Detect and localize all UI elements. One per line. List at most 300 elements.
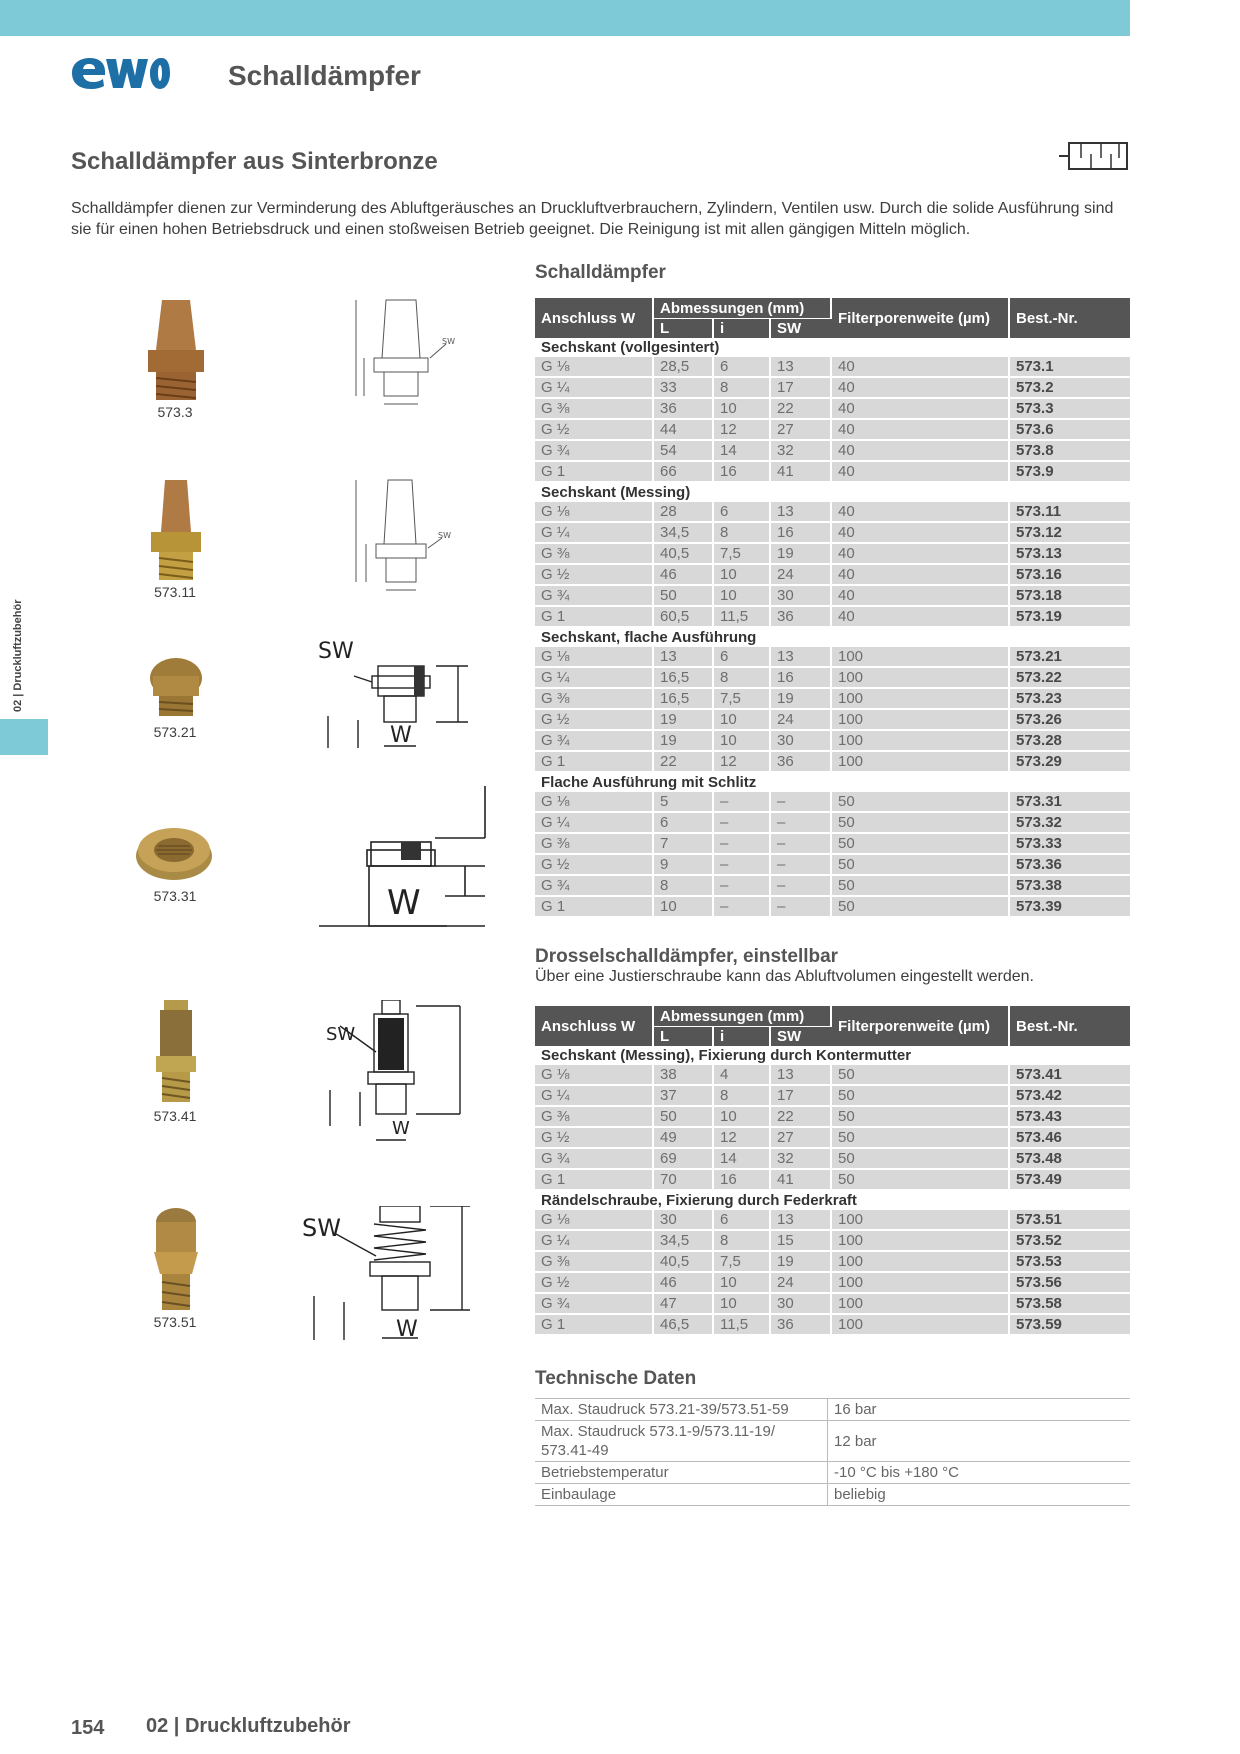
- cell-i: 7,5: [713, 543, 770, 564]
- tech-label: Einbaulage: [535, 1484, 828, 1506]
- drawing-573-41: [320, 1000, 480, 1150]
- footer-section: 02 | Druckluftzubehör: [146, 1715, 351, 1737]
- cell-best-nr: 573.2: [1009, 377, 1130, 398]
- col-anschluss: Anschluss W: [535, 298, 653, 338]
- cell-filter: 40: [831, 398, 1009, 419]
- product-photo-573-41: [150, 1000, 202, 1113]
- cell-anschluss: G ¾: [535, 1293, 653, 1314]
- cell-sw: 17: [770, 377, 831, 398]
- cell-sw: –: [770, 854, 831, 875]
- cell-anschluss: G ½: [535, 1127, 653, 1148]
- tech-label: Max. Staudruck 573.21-39/573.51-59: [535, 1399, 828, 1421]
- cell-filter: 40: [831, 606, 1009, 627]
- table-row: [535, 833, 1130, 854]
- cell-anschluss: G ½: [535, 419, 653, 440]
- cell-anschluss: G ¼: [535, 522, 653, 543]
- table-row: [535, 564, 1130, 585]
- cell-filter: 50: [831, 1169, 1009, 1190]
- cell-i: 10: [713, 709, 770, 730]
- cell-filter: 50: [831, 875, 1009, 896]
- cell-best-nr: 573.31: [1009, 792, 1130, 812]
- cell-best-nr: 573.28: [1009, 730, 1130, 751]
- cell-best-nr: 573.11: [1009, 502, 1130, 522]
- cell-anschluss: G ¾: [535, 1148, 653, 1169]
- group-row: [535, 1046, 1130, 1065]
- cell-i: 8: [713, 1085, 770, 1106]
- cell-sw: 13: [770, 502, 831, 522]
- table-row: [535, 854, 1130, 875]
- cell-l: 49: [653, 1127, 713, 1148]
- cell-sw: –: [770, 896, 831, 917]
- cell-best-nr: 573.1: [1009, 357, 1130, 377]
- cell-i: 10: [713, 398, 770, 419]
- cell-anschluss: G ½: [535, 854, 653, 875]
- cell-i: 14: [713, 1148, 770, 1169]
- cell-best-nr: 573.13: [1009, 543, 1130, 564]
- cell-l: 50: [653, 1106, 713, 1127]
- cell-sw: 27: [770, 419, 831, 440]
- cell-filter: 50: [831, 833, 1009, 854]
- cell-filter: 50: [831, 896, 1009, 917]
- cell-filter: 100: [831, 688, 1009, 709]
- cell-sw: 16: [770, 667, 831, 688]
- cell-i: 6: [713, 357, 770, 377]
- table-row: [535, 1314, 1130, 1335]
- cell-filter: 100: [831, 647, 1009, 667]
- tech-label: Max. Staudruck 573.1-9/573.11-19/ 573.41-49: [535, 1421, 828, 1462]
- cell-filter: 40: [831, 502, 1009, 522]
- cell-best-nr: 573.39: [1009, 896, 1130, 917]
- tech-value: 12 bar: [828, 1421, 1131, 1462]
- group-label: Sechskant (vollgesintert): [535, 338, 1130, 357]
- col-l: L: [653, 1027, 713, 1047]
- cell-l: 10: [653, 896, 713, 917]
- cell-i: 8: [713, 1230, 770, 1251]
- silencer-symbol-icon: [1059, 138, 1131, 179]
- table-row: [535, 1065, 1130, 1085]
- cell-i: 10: [713, 1293, 770, 1314]
- cell-l: 33: [653, 377, 713, 398]
- cell-sw: 13: [770, 1065, 831, 1085]
- cell-filter: 40: [831, 377, 1009, 398]
- cell-l: 22: [653, 751, 713, 772]
- cell-i: 8: [713, 667, 770, 688]
- cell-sw: 19: [770, 688, 831, 709]
- cell-anschluss: G ⅜: [535, 1251, 653, 1272]
- cell-anschluss: G ⅜: [535, 398, 653, 419]
- table2-note: Über eine Justierschraube kann das Abluftvolumen eingestellt werden.: [535, 968, 1034, 985]
- table-row: [535, 1169, 1130, 1190]
- cell-anschluss: G 1: [535, 1169, 653, 1190]
- cell-i: 8: [713, 377, 770, 398]
- cell-sw: 13: [770, 357, 831, 377]
- cell-i: –: [713, 792, 770, 812]
- cell-i: 14: [713, 440, 770, 461]
- cell-filter: 100: [831, 1272, 1009, 1293]
- table-row: [535, 606, 1130, 627]
- cell-best-nr: 573.51: [1009, 1210, 1130, 1230]
- cell-i: 10: [713, 585, 770, 606]
- svg-text:SW: SW: [318, 639, 354, 664]
- table-row: [535, 419, 1130, 440]
- cell-anschluss: G ¼: [535, 667, 653, 688]
- cell-i: 12: [713, 751, 770, 772]
- cell-best-nr: 573.46: [1009, 1127, 1130, 1148]
- cell-l: 5: [653, 792, 713, 812]
- cell-best-nr: 573.32: [1009, 812, 1130, 833]
- cell-filter: 40: [831, 522, 1009, 543]
- cell-l: 38: [653, 1065, 713, 1085]
- svg-text:W: W: [390, 723, 412, 748]
- cell-l: 28: [653, 502, 713, 522]
- cell-i: 10: [713, 1272, 770, 1293]
- product-label: 573.21: [153, 724, 197, 740]
- cell-filter: 40: [831, 564, 1009, 585]
- cell-filter: 40: [831, 357, 1009, 377]
- cell-best-nr: 573.49: [1009, 1169, 1130, 1190]
- cell-i: 8: [713, 522, 770, 543]
- drawing-573-11: [350, 476, 460, 606]
- product-photo-573-51: [146, 1208, 206, 1325]
- cell-sw: 41: [770, 1169, 831, 1190]
- cell-l: 28,5: [653, 357, 713, 377]
- cell-best-nr: 573.18: [1009, 585, 1130, 606]
- tech-value: beliebig: [828, 1484, 1131, 1506]
- cell-best-nr: 573.33: [1009, 833, 1130, 854]
- product-label: 573.31: [153, 888, 197, 904]
- svg-text:SW: SW: [326, 1024, 356, 1045]
- cell-anschluss: G ⅜: [535, 688, 653, 709]
- schalldaempfer-table: [535, 298, 1130, 918]
- page-header-title: Schalldämpfer: [228, 60, 421, 91]
- cell-anschluss: G ¼: [535, 1085, 653, 1106]
- cell-l: 16,5: [653, 667, 713, 688]
- table-row: [535, 1148, 1130, 1169]
- table-row: [535, 357, 1130, 377]
- cell-best-nr: 573.36: [1009, 854, 1130, 875]
- cell-anschluss: G 1: [535, 751, 653, 772]
- group-row: [535, 482, 1130, 502]
- cell-sw: 15: [770, 1230, 831, 1251]
- group-label: Flache Ausführung mit Schlitz: [535, 772, 1130, 792]
- cell-anschluss: G ⅛: [535, 357, 653, 377]
- intro-text: Schalldämpfer dienen zur Verminderung des Abluftgeräusches an Druckluftverbrauchern, Zylindern, Ventilen usw. Durch die solide Ausführung sind sie für einen hohen Betriebsdruck und einen stoßweisen Betrieb geeignet. Die Reinigung ist mit allen gängigen Mitteln möglich.: [71, 200, 1114, 238]
- group-label: Sechskant (Messing): [535, 482, 1130, 502]
- cell-i: 7,5: [713, 1251, 770, 1272]
- cell-sw: 36: [770, 606, 831, 627]
- cell-l: 46,5: [653, 1314, 713, 1335]
- cell-l: 13: [653, 647, 713, 667]
- cell-i: 10: [713, 564, 770, 585]
- col-best-nr: Best.-Nr.: [1009, 298, 1130, 338]
- cell-best-nr: 573.56: [1009, 1272, 1130, 1293]
- drawing-573-31: [315, 786, 490, 941]
- cell-sw: 36: [770, 751, 831, 772]
- cell-anschluss: G ¾: [535, 730, 653, 751]
- cell-anschluss: G ½: [535, 709, 653, 730]
- cell-i: 12: [713, 1127, 770, 1148]
- product-label: 573.51: [153, 1314, 197, 1330]
- svg-text:W: W: [387, 883, 421, 923]
- table-row: [535, 543, 1130, 564]
- cell-anschluss: G ½: [535, 564, 653, 585]
- cell-filter: 100: [831, 1210, 1009, 1230]
- cell-anschluss: G ⅛: [535, 1065, 653, 1085]
- cell-sw: 24: [770, 709, 831, 730]
- cell-l: 34,5: [653, 1230, 713, 1251]
- cell-filter: 40: [831, 461, 1009, 482]
- cell-filter: 100: [831, 667, 1009, 688]
- cell-best-nr: 573.38: [1009, 875, 1130, 896]
- cell-sw: 22: [770, 1106, 831, 1127]
- cell-filter: 100: [831, 1293, 1009, 1314]
- cell-i: –: [713, 854, 770, 875]
- cell-anschluss: G ⅛: [535, 502, 653, 522]
- cell-best-nr: 573.43: [1009, 1106, 1130, 1127]
- product-photo-573-3: [140, 296, 212, 409]
- cell-filter: 50: [831, 812, 1009, 833]
- cell-i: –: [713, 875, 770, 896]
- table-row: [535, 875, 1130, 896]
- cell-filter: 100: [831, 1314, 1009, 1335]
- table-row: [535, 377, 1130, 398]
- cell-best-nr: 573.59: [1009, 1314, 1130, 1335]
- cell-best-nr: 573.12: [1009, 522, 1130, 543]
- cell-best-nr: 573.52: [1009, 1230, 1130, 1251]
- cell-i: 11,5: [713, 606, 770, 627]
- cell-sw: 19: [770, 1251, 831, 1272]
- group-row: [535, 772, 1130, 792]
- cell-i: 16: [713, 461, 770, 482]
- cell-sw: 32: [770, 440, 831, 461]
- ewo-logo: [70, 56, 170, 95]
- table-row: [535, 751, 1130, 772]
- cell-sw: 24: [770, 564, 831, 585]
- cell-anschluss: G ⅛: [535, 792, 653, 812]
- cell-l: 69: [653, 1148, 713, 1169]
- cell-best-nr: 573.3: [1009, 398, 1130, 419]
- cell-filter: 50: [831, 854, 1009, 875]
- cell-i: 6: [713, 502, 770, 522]
- tech-row: [535, 1484, 1130, 1506]
- table-row: [535, 896, 1130, 917]
- cell-filter: 50: [831, 1106, 1009, 1127]
- col-l: L: [653, 319, 713, 339]
- cell-l: 19: [653, 730, 713, 751]
- drawing-573-21: [318, 636, 478, 761]
- group-label: Sechskant, flache Ausführung: [535, 627, 1130, 647]
- cell-anschluss: G 1: [535, 606, 653, 627]
- cell-sw: 30: [770, 1293, 831, 1314]
- cell-l: 30: [653, 1210, 713, 1230]
- cell-sw: 16: [770, 522, 831, 543]
- product-photo-573-11: [145, 476, 207, 591]
- svg-text:W: W: [392, 1118, 410, 1139]
- cell-best-nr: 573.9: [1009, 461, 1130, 482]
- cell-anschluss: G ⅜: [535, 543, 653, 564]
- cell-filter: 100: [831, 1230, 1009, 1251]
- chapter-tab: [0, 719, 48, 755]
- tech-data-table: [535, 1398, 1130, 1506]
- product-label: 573.41: [153, 1108, 197, 1124]
- cell-filter: 40: [831, 543, 1009, 564]
- chapter-side-label: 02 | Druckluftzubehör: [12, 599, 24, 712]
- table1-title: Schalldämpfer: [535, 262, 666, 283]
- cell-i: 16: [713, 1169, 770, 1190]
- cell-sw: 32: [770, 1148, 831, 1169]
- col-i: i: [713, 1027, 770, 1047]
- cell-l: 70: [653, 1169, 713, 1190]
- cell-l: 36: [653, 398, 713, 419]
- table-row: [535, 667, 1130, 688]
- table-row: [535, 792, 1130, 812]
- cell-sw: 36: [770, 1314, 831, 1335]
- svg-text:W: W: [396, 1317, 418, 1342]
- cell-l: 40,5: [653, 543, 713, 564]
- table-row: [535, 1085, 1130, 1106]
- cell-best-nr: 573.19: [1009, 606, 1130, 627]
- cell-anschluss: G 1: [535, 1314, 653, 1335]
- cell-filter: 50: [831, 1065, 1009, 1085]
- cell-sw: –: [770, 812, 831, 833]
- tech-title: Technische Daten: [535, 1368, 697, 1389]
- cell-l: 37: [653, 1085, 713, 1106]
- cell-i: –: [713, 833, 770, 854]
- cell-anschluss: G ⅛: [535, 647, 653, 667]
- tech-label: Betriebstemperatur: [535, 1462, 828, 1484]
- cell-l: 6: [653, 812, 713, 833]
- cell-i: 10: [713, 1106, 770, 1127]
- cell-i: 6: [713, 1210, 770, 1230]
- product-label: 573.11: [154, 584, 196, 600]
- cell-sw: 19: [770, 543, 831, 564]
- cell-l: 46: [653, 1272, 713, 1293]
- table-row: [535, 647, 1130, 667]
- table-row: [535, 1106, 1130, 1127]
- cell-sw: –: [770, 792, 831, 812]
- cell-filter: 100: [831, 751, 1009, 772]
- drawing-573-3: [350, 296, 460, 421]
- cell-l: 66: [653, 461, 713, 482]
- header-color-bar: [0, 0, 1130, 36]
- table-row: [535, 1272, 1130, 1293]
- cell-anschluss: G 1: [535, 896, 653, 917]
- cell-anschluss: G ¾: [535, 440, 653, 461]
- cell-sw: 13: [770, 1210, 831, 1230]
- cell-l: 46: [653, 564, 713, 585]
- cell-best-nr: 573.53: [1009, 1251, 1130, 1272]
- table-row: [535, 709, 1130, 730]
- cell-l: 40,5: [653, 1251, 713, 1272]
- cell-filter: 100: [831, 730, 1009, 751]
- cell-best-nr: 573.21: [1009, 647, 1130, 667]
- group-row: [535, 627, 1130, 647]
- cell-best-nr: 573.29: [1009, 751, 1130, 772]
- group-row: [535, 338, 1130, 357]
- cell-best-nr: 573.26: [1009, 709, 1130, 730]
- cell-l: 54: [653, 440, 713, 461]
- cell-anschluss: G 1: [535, 461, 653, 482]
- cell-best-nr: 573.41: [1009, 1065, 1130, 1085]
- group-label: Sechskant (Messing), Fixierung durch Kontermutter: [535, 1046, 1130, 1065]
- table-row: [535, 1251, 1130, 1272]
- drosselschalldaempfer-table: [535, 1006, 1130, 1336]
- svg-text:SW: SW: [302, 1214, 341, 1242]
- cell-l: 19: [653, 709, 713, 730]
- col-filter: Filterporenweite (µm): [831, 1006, 1009, 1046]
- cell-best-nr: 573.22: [1009, 667, 1130, 688]
- table-row: [535, 688, 1130, 709]
- group-row: [535, 1190, 1130, 1210]
- table-row: [535, 398, 1130, 419]
- product-photo-573-31: [134, 820, 214, 889]
- cell-anschluss: G ⅛: [535, 1210, 653, 1230]
- cell-anschluss: G ¾: [535, 875, 653, 896]
- cell-sw: 24: [770, 1272, 831, 1293]
- tech-value: -10 °C bis +180 °C: [828, 1462, 1131, 1484]
- cell-l: 60,5: [653, 606, 713, 627]
- cell-sw: 13: [770, 647, 831, 667]
- cell-best-nr: 573.6: [1009, 419, 1130, 440]
- cell-filter: 50: [831, 1148, 1009, 1169]
- tech-row: [535, 1462, 1130, 1484]
- cell-filter: 40: [831, 440, 1009, 461]
- cell-l: 50: [653, 585, 713, 606]
- page-number: 154: [71, 1717, 105, 1739]
- cell-filter: 50: [831, 792, 1009, 812]
- cell-i: –: [713, 812, 770, 833]
- cell-best-nr: 573.23: [1009, 688, 1130, 709]
- product-label: 573.3: [157, 404, 193, 420]
- cell-best-nr: 573.16: [1009, 564, 1130, 585]
- cell-anschluss: G ⅜: [535, 1106, 653, 1127]
- col-i: i: [713, 319, 770, 339]
- svg-text:SW: SW: [438, 531, 451, 540]
- cell-i: 10: [713, 730, 770, 751]
- cell-l: 8: [653, 875, 713, 896]
- cell-sw: 22: [770, 398, 831, 419]
- cell-filter: 100: [831, 1251, 1009, 1272]
- cell-best-nr: 573.8: [1009, 440, 1130, 461]
- cell-l: 44: [653, 419, 713, 440]
- cell-best-nr: 573.42: [1009, 1085, 1130, 1106]
- tech-row: [535, 1399, 1130, 1421]
- cell-filter: 40: [831, 419, 1009, 440]
- cell-filter: 40: [831, 585, 1009, 606]
- cell-sw: 27: [770, 1127, 831, 1148]
- table-row: [535, 1210, 1130, 1230]
- col-sw: SW: [770, 319, 831, 339]
- col-abmessungen: Abmessungen (mm): [653, 1006, 831, 1027]
- table-row: [535, 812, 1130, 833]
- cell-l: 16,5: [653, 688, 713, 709]
- cell-sw: –: [770, 875, 831, 896]
- cell-l: 9: [653, 854, 713, 875]
- cell-anschluss: G ¾: [535, 585, 653, 606]
- svg-text:SW: SW: [442, 337, 455, 346]
- col-sw: SW: [770, 1027, 831, 1047]
- col-filter: Filterporenweite (µm): [831, 298, 1009, 338]
- table2-title: Drosselschalldämpfer, einstellbar: [535, 946, 839, 967]
- cell-l: 47: [653, 1293, 713, 1314]
- cell-i: 4: [713, 1065, 770, 1085]
- table-row: [535, 461, 1130, 482]
- section-title: Schalldämpfer aus Sinterbronze: [71, 148, 438, 175]
- table-row: [535, 730, 1130, 751]
- cell-sw: –: [770, 833, 831, 854]
- drawing-573-51: [300, 1206, 480, 1351]
- table-row: [535, 440, 1130, 461]
